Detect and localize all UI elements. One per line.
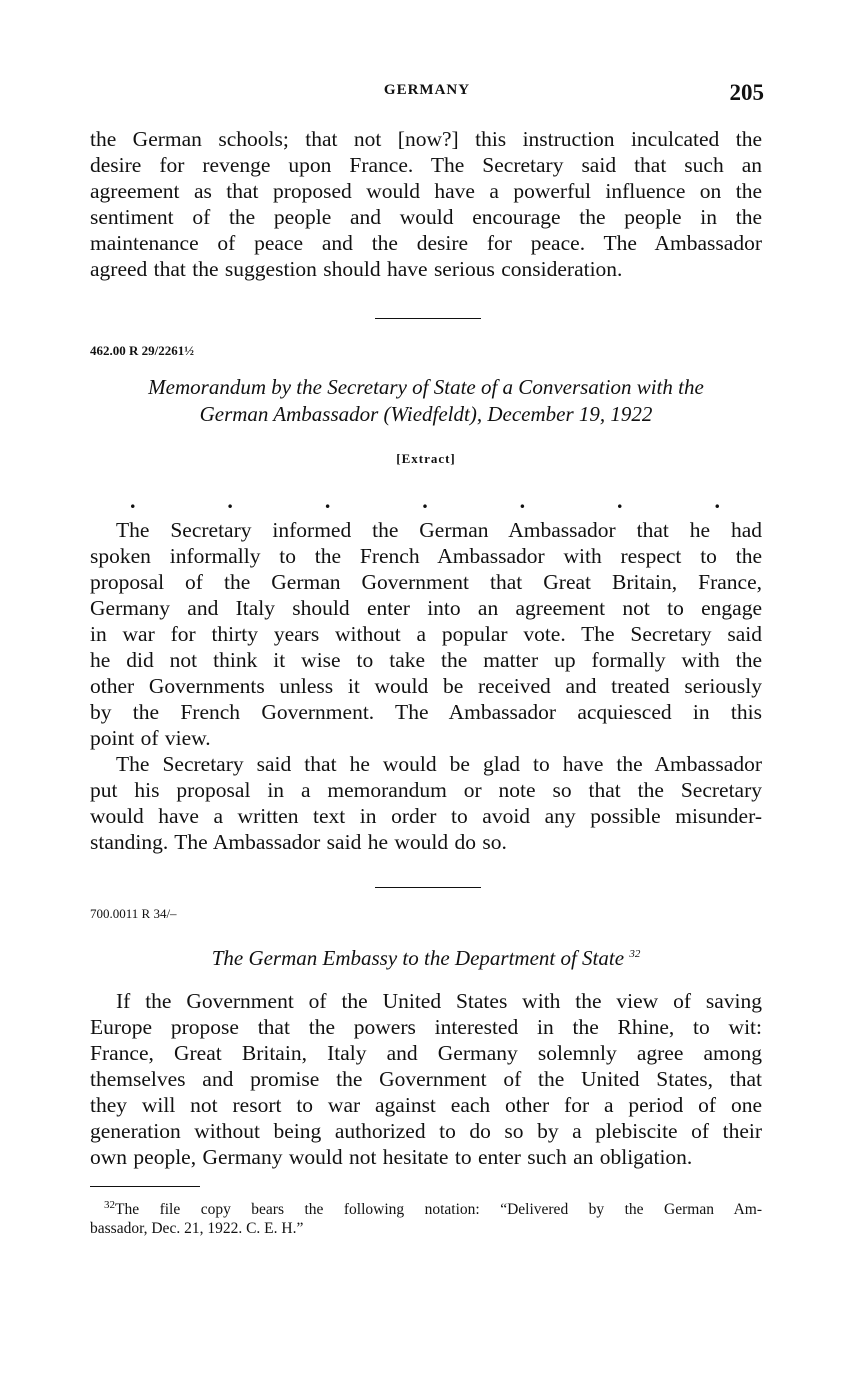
- text-line: the German schools; that not [now?] this instruction inculcated the: [90, 127, 762, 151]
- embassy-paragraph: [90, 988, 762, 1170]
- text-line: desire for revenge upon France. The Secretary said that such an: [90, 153, 762, 177]
- text-line: they will not resort to war against each other for a period of one: [90, 1093, 762, 1117]
- ellipsis-dot: .: [519, 488, 526, 513]
- document-title: [90, 941, 762, 972]
- title-line: German Ambassador (Wiedfeldt), December 19, 1922: [199, 402, 653, 426]
- title-line: Memorandum by the Secretary of State of a Conversation with the: [148, 375, 704, 399]
- ellipsis-dot: .: [324, 488, 331, 513]
- footnote-marker: 32: [104, 1199, 115, 1211]
- text-line: other Governments unless it would be received and treated seriously: [90, 674, 762, 698]
- text-line: sentiment of the people and would encourage the people in the: [90, 205, 762, 229]
- text-line: agreed that the suggestion should have serious consideration.: [90, 257, 623, 281]
- page-number: 205: [729, 80, 764, 105]
- footnote: [90, 1196, 762, 1238]
- text-line: maintenance of peace and the desire for peace. The Ambassador: [90, 231, 762, 255]
- document-title: [90, 374, 762, 428]
- file-number: 700.0011 R 34/–: [90, 906, 177, 921]
- text-line: put his proposal in a memorandum or note so that the Secretary: [90, 778, 762, 802]
- footnote-line: [90, 1196, 762, 1219]
- text-line: generation without being authorized to do so by a plebiscite of their: [90, 1119, 762, 1143]
- text-line: agreement as that proposed would have a powerful influence on the: [90, 179, 762, 203]
- text-line: point of view.: [90, 726, 211, 750]
- text-line: France, Great Britain, Italy and Germany solemnly agree among: [90, 1041, 762, 1065]
- continued-paragraph: [90, 126, 762, 282]
- text-line: themselves and promise the Government of the United States, that: [90, 1067, 762, 1091]
- text-line: Germany and Italy should enter into an agreement not to engage: [90, 596, 762, 620]
- title-text: The German Embassy to the Department of State: [211, 946, 625, 970]
- text-line: The Secretary said that he would be glad to have the Ambassador: [116, 752, 762, 776]
- memo-paragraph-1: [90, 517, 762, 751]
- text-line: he did not think it wise to take the matter up formally with the: [90, 648, 762, 672]
- footnote-divider: [90, 1186, 200, 1187]
- page-header: [90, 80, 764, 114]
- omission-ellipsis: [130, 488, 720, 514]
- text-line: would have a written text in order to avoid any possible misunder-: [90, 804, 762, 828]
- section-divider: [375, 318, 481, 319]
- ellipsis-dot: .: [714, 488, 720, 513]
- ellipsis-dot: .: [422, 488, 428, 513]
- text-line: standing. The Ambassador said he would do so.: [90, 830, 507, 854]
- extract-label: [Extract]: [396, 451, 456, 466]
- footnote-reference: 32: [629, 948, 641, 960]
- running-head: GERMANY: [383, 82, 471, 98]
- text-line: The Secretary informed the German Ambassador that he had: [116, 518, 762, 542]
- text-line: in war for thirty years without a popular vote. The Secretary said: [90, 622, 762, 646]
- text-line: proposal of the German Government that Great Britain, France,: [90, 570, 762, 594]
- text-line: own people, Germany would not hesitate to enter such an obligation.: [90, 1145, 693, 1169]
- file-number: 462.00 R 29/2261½: [90, 343, 194, 358]
- ellipsis-dot: .: [617, 488, 623, 513]
- ellipsis-dot: .: [130, 488, 136, 513]
- text-line: by the French Government. The Ambassador acquiesced in this: [90, 700, 762, 724]
- text-line: spoken informally to the French Ambassador with respect to the: [90, 544, 762, 568]
- footnote-line: bassador, Dec. 21, 1922. C. E. H.”: [90, 1220, 304, 1238]
- ellipsis-dot: .: [227, 488, 233, 513]
- section-divider: [375, 887, 481, 888]
- memo-paragraph-2: [90, 751, 762, 855]
- text-line: Europe propose that the powers interested in the Rhine, to wit:: [90, 1015, 762, 1039]
- footnote-text: The file copy bears the following notation: “Delivered by the German Am-: [115, 1201, 762, 1219]
- text-line: If the Government of the United States with the view of saving: [116, 989, 762, 1013]
